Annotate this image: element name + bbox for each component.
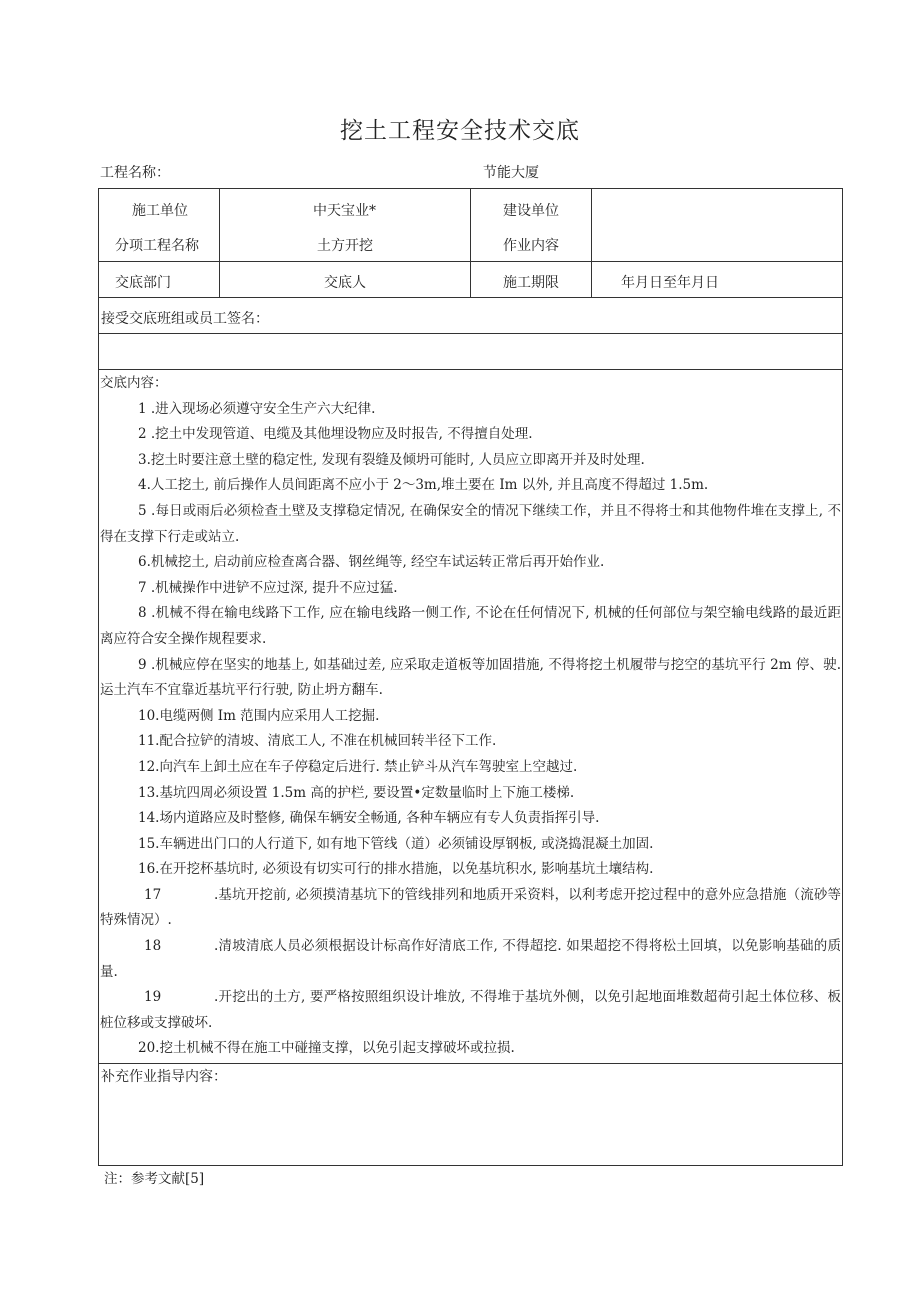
content-label: 交底内容： bbox=[100, 375, 168, 391]
disclosure-content bbox=[100, 371, 841, 1062]
content-item: 4.人工挖土, 前后操作人员间距离不应小于 2〜3m,堆土要在 Im 以外, 并且高度不得超过 1.5m. bbox=[138, 477, 709, 494]
content-item: 8 .机械不得在输电线路下工作, 应在输电线路一侧工作, 不论在任何情况下, 机械的任何部位与架空输电线路的最近距离应符合安全操作规程要求. bbox=[100, 605, 841, 647]
sub-project-value: 土方开挖 bbox=[317, 238, 373, 254]
supplement-label: 补充作业指导内容： bbox=[101, 1069, 227, 1085]
item-number: 18 bbox=[144, 938, 162, 955]
table-column-rule bbox=[591, 188, 592, 297]
item-number: 19 bbox=[144, 989, 162, 1006]
owner-unit-label: 建设单位 bbox=[503, 203, 559, 219]
sub-project-label: 分项工程名称 bbox=[115, 238, 199, 254]
work-content-label: 作业内容 bbox=[503, 238, 559, 254]
project-name-label: 工程名称： bbox=[100, 165, 170, 181]
construction-unit-label: 施工单位 bbox=[132, 203, 188, 219]
period-label: 施工期限 bbox=[503, 275, 559, 291]
construction-unit-value: 中天宝业* bbox=[313, 203, 376, 219]
item-text: .开挖出的土方, 要严格按照组织设计堆放, 不得堆于基坑外侧，以免引起地面堆数超荷引起土体位移、板桩位移或支撑破坏. bbox=[100, 989, 841, 1031]
content-item: 20.挖土机械不得在施工中碰撞支撑，以免引起支撑破坏或拉损. bbox=[138, 1040, 515, 1057]
content-item bbox=[100, 985, 841, 1036]
period-value: 年月日至年月日 bbox=[621, 275, 719, 291]
content-item: 10.电缆两侧 Im 范围内应采用人工挖掘. bbox=[138, 707, 380, 724]
content-item: 1 .进入现场必须遵守安全生产六大纪律. bbox=[138, 400, 376, 417]
content-item: 11.配合拉铲的清坡、清底工人, 不准在机械回转半径下工作. bbox=[138, 733, 497, 750]
item-text: .基坑开挖前, 必须摸清基坑下的管线排列和地质开采资料，以利考虑开挖过程中的意外应急措施（流砂等特殊情况）. bbox=[100, 886, 841, 929]
table-column-rule bbox=[470, 188, 471, 297]
content-item: 14.场内道路应及时整修, 确保车辆安全畅通, 各种车辆应有专人负责指挥引导. bbox=[138, 810, 600, 827]
content-item: 9 .机械应停在坚实的地基上, 如基础过差, 应采取走道板等加固措施, 不得将挖土机履带与挖空的基坑平行 2m 停、驶. 运土汽车不宜靠近基坑平行行驶, 防止坍方翻车. bbox=[100, 656, 841, 699]
content-item: 15.车辆进出门口的人行道下, 如有地下管线（道）必须铺设厚钢板, 或浇捣混凝土加固. bbox=[138, 835, 654, 852]
table-rule bbox=[98, 1063, 843, 1064]
content-item bbox=[100, 934, 841, 985]
signature-label: 接受交底班组或员工签名： bbox=[101, 311, 269, 327]
content-item: 5 .每日或雨后必须检查土壁及支撑稳定情况, 在确保安全的情况下继续工作，并且不得将士和其他物件堆在支撑上, 不得在支撑下行走或站立. bbox=[100, 502, 841, 545]
content-item: 16.在开挖杯基坑时, 必须设有切实可行的排水措施，以免基坑积水, 影响基坑土壤结构. bbox=[138, 861, 654, 878]
item-number: 17 bbox=[144, 886, 162, 903]
discloser-label: 交底人 bbox=[324, 275, 366, 291]
item-text: .清坡清底人员必须根据设计标高作好清底工作, 不得超挖. 如果超挖不得将松土回填，以免影响基础的质量. bbox=[100, 938, 841, 980]
page-title: 挖土工程安全技术交底 bbox=[340, 118, 580, 144]
reference-note: 注：参考文献[5] bbox=[104, 1171, 205, 1187]
content-item: 7 .机械操作中进铲不应过深, 提升不应过猛. bbox=[138, 579, 398, 596]
content-item: 3.挖土时要注意土壁的稳定性, 发现有裂缝及倾坍可能时, 人员应立即离开并及时处理. bbox=[138, 451, 645, 468]
content-item: 12.向汽车上卸土应在车子停稳定后进行. 禁止铲斗从汽车驾驶室上空越过. bbox=[138, 758, 578, 775]
content-item: 13.基坑四周必须设置 1.5m 高的护栏, 要设置•定数量临时上下施工楼梯. bbox=[138, 784, 575, 801]
table-rule bbox=[98, 369, 843, 370]
content-item: 2 .挖土中发现管道、电缆及其他埋设物应及时报告, 不得擅自处理. bbox=[138, 426, 533, 443]
department-label: 交底部门 bbox=[115, 275, 171, 291]
content-item bbox=[100, 883, 841, 934]
table-rule bbox=[98, 333, 843, 334]
content-item: 6.机械挖土, 启动前应检查离合器、钢丝绳等, 经空车试运转正常后再开始作业. bbox=[138, 554, 605, 571]
table-rule bbox=[98, 297, 843, 298]
project-name-value: 节能大厦 bbox=[483, 165, 539, 181]
table-column-rule bbox=[219, 188, 220, 297]
